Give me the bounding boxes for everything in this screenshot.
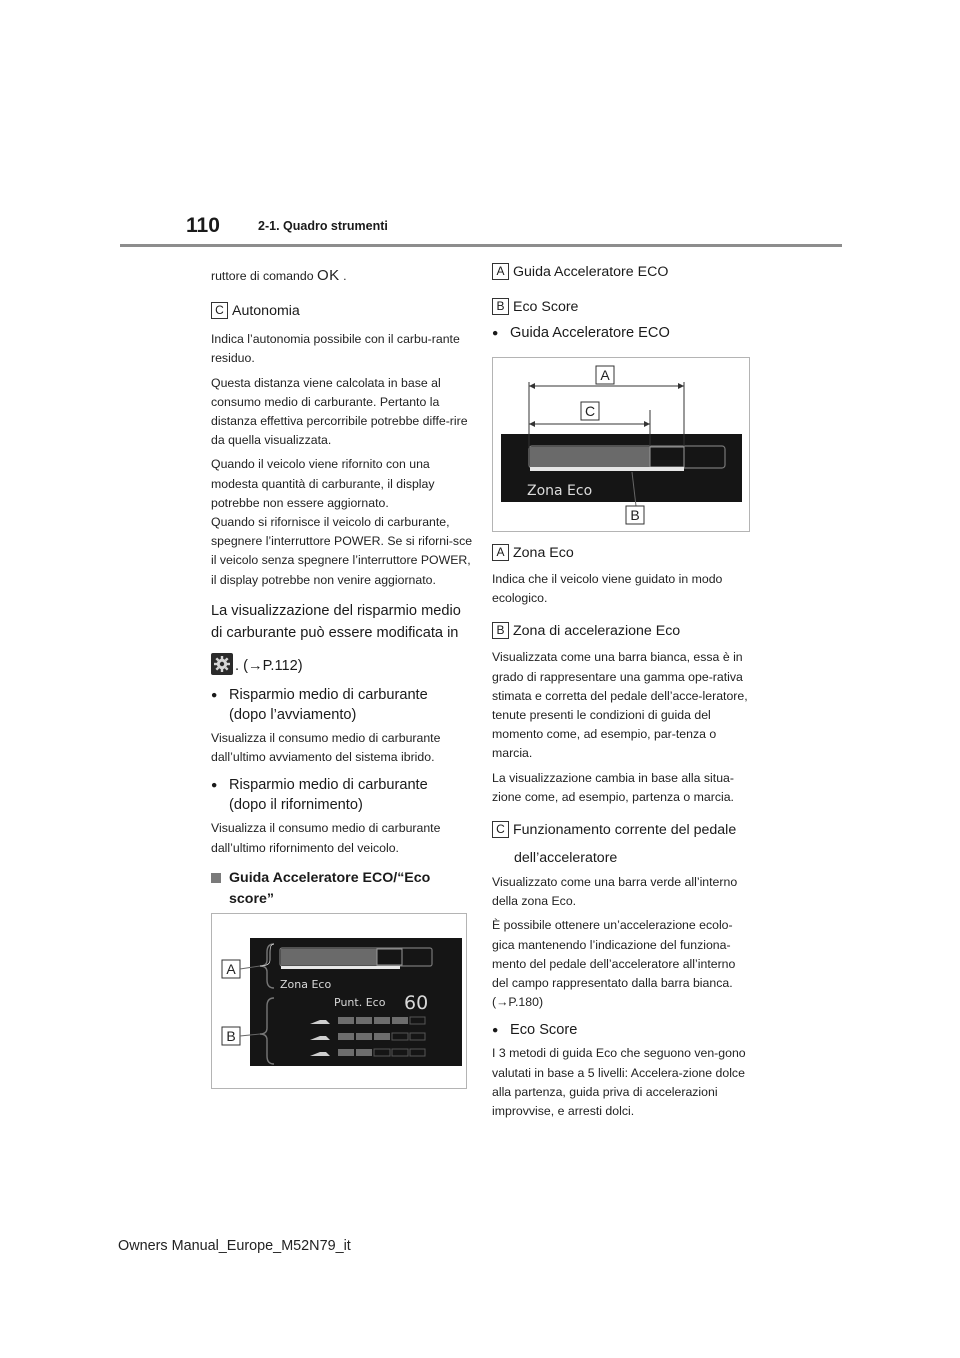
fig1-label-b: B	[226, 1028, 236, 1044]
item-a-text: Guida Acceleratore ECO	[513, 264, 669, 280]
fig2-zone-text: Zona Eco	[527, 483, 593, 499]
square-bullet-icon	[211, 873, 221, 883]
label-a: A	[492, 263, 509, 280]
lead-line-2: di carburante può essere modificata in	[211, 625, 459, 642]
fig1-zone-text: Zona Eco	[280, 978, 332, 991]
section-title: 2-1. Quadro strumenti	[258, 219, 388, 233]
eco-zone-figure	[492, 357, 750, 532]
item-b-line	[492, 296, 754, 318]
zona-acc-label: B	[492, 622, 509, 639]
fig2-label-b: B	[630, 507, 640, 523]
intro-text: ruttore di comando	[211, 269, 314, 283]
fig1-label-a: A	[226, 961, 236, 977]
intro-line	[211, 266, 473, 286]
fig2-label-c: C	[584, 403, 596, 419]
eco-display-illustration	[212, 914, 466, 1088]
right-column	[492, 261, 754, 343]
zona-acc-p1: Visualizzata come una barra bianca, essa è in grado di rappresentare una gamma ope-rativa stimata e corretta del pedale dell’acce-leratore, tenute presenti le condizioni di guida del momento come, ad esempio, par-tenza o marcia.	[492, 650, 748, 761]
fig1-score-value: 60	[404, 992, 429, 1014]
ok-symbol: OK	[316, 267, 340, 284]
fig2-label-a: A	[600, 367, 610, 383]
eco-score-heading: ● Eco Score	[492, 1020, 754, 1040]
intro-end: .	[343, 269, 347, 283]
fig1-score-label: Punt. Eco	[334, 996, 386, 1009]
autonomia-p1: Indica l’autonomia possibile con il carbu-rante residuo.	[211, 332, 460, 366]
header-divider	[120, 244, 842, 247]
zona-acc-heading	[492, 620, 754, 642]
zona-acc-p2: La visualizzazione cambia in base alla situa-zione come, ad esempio, partenza o marcia.	[492, 770, 734, 804]
right-column-lower	[492, 542, 754, 1126]
eco-zone-illustration	[493, 358, 749, 531]
autonomia-p2: Questa distanza viene calcolata in base al consumo medio di carburante. Pertanto la distanza effettiva percorribile potrebbe diffe-rire da quella visualizzata.	[211, 375, 468, 448]
lead-line-3: . (→P.112)	[235, 657, 303, 674]
bullet1-title-2: (dopo l’avviamento)	[229, 707, 357, 724]
autonomia-p3b: Quando si rifornisce il veicolo di carburante, spegnere l’interruttore POWER. Se si riforni-sce il veicolo senza spegnere l’interruttore POWER, il display potrebbe non venire aggiornato.	[211, 515, 473, 587]
bullet2-title-1: ● Risparmio medio di carburante	[229, 777, 428, 794]
zona-heading	[492, 542, 754, 564]
item-a-line	[492, 261, 754, 283]
item-b-text: Eco Score	[513, 299, 579, 315]
sq-heading-1: Guida Acceleratore ECO/“Eco	[229, 869, 431, 886]
lead-line-1: La visualizzazione del risparmio medio	[211, 602, 461, 619]
bullet1-title-1: ● Risparmio medio di carburante	[229, 687, 428, 704]
page-number: 110	[186, 214, 220, 237]
zona-text: Indica che il veicolo viene guidato in modo ecologico.	[492, 572, 723, 606]
eco-guide-heading	[211, 868, 473, 910]
label-c: C	[211, 302, 228, 319]
autonomia-p3a: Quando il veicolo viene rifornito con una modesta quantità di carburante, il display potrebbe non essere aggiornato.	[211, 457, 435, 510]
gear-icon	[211, 653, 233, 675]
funz-title-2: dell’acceleratore	[514, 850, 618, 867]
funz-title-1: Funzionamento corrente del pedale	[513, 822, 737, 839]
bullet-eco-guide: ● Guida Acceleratore ECO	[492, 323, 754, 343]
bullet2-text: Visualizza il consumo medio di carburante dall’ultimo rifornimento del veicolo.	[211, 821, 441, 855]
funz-p1: Visualizzato come una barra verde all’interno della zona Eco.	[492, 875, 738, 909]
zona-label: A	[492, 544, 509, 561]
autonomia-heading	[211, 300, 473, 322]
eco-display-figure	[211, 913, 467, 1089]
autonomia-title: Autonomia	[232, 303, 300, 320]
zona-title: Zona Eco	[513, 545, 574, 561]
lead-line-3-wrap	[211, 653, 473, 677]
bullet1-text: Visualizza il consumo medio di carburante dall’ultimo avviamento del sistema ibrido.	[211, 731, 441, 765]
bullet2-title-2: (dopo il rifornimento)	[229, 797, 363, 814]
zona-acc-title: Zona di accelerazione Eco	[513, 623, 681, 640]
left-column	[211, 266, 473, 910]
funz-heading	[492, 819, 754, 841]
funz-label: C	[492, 821, 509, 838]
footer-manual-id: Owners Manual_Europe_M52N79_it	[118, 1238, 351, 1254]
settings-icon	[211, 653, 233, 675]
funz-p2: È possibile ottenere un’accelerazione ecolo-gica mantenendo l’indicazione del funziona-mento del pedale dell’acceleratore all’interno del campo rappresentato dalla barra bianca. (→P.180)	[492, 918, 736, 1010]
sq-heading-2: score”	[229, 890, 274, 907]
bullet-after-start	[211, 685, 473, 725]
bullet-after-refuel	[211, 775, 473, 815]
label-b: B	[492, 298, 509, 315]
eco-score-text: I 3 metodi di guida Eco che seguono ven-gono valutati in base a 5 livelli: Accelera-zione dolce alla partenza, guida priva di accelerazioni improvvise, e arresti dolci.	[492, 1046, 746, 1119]
